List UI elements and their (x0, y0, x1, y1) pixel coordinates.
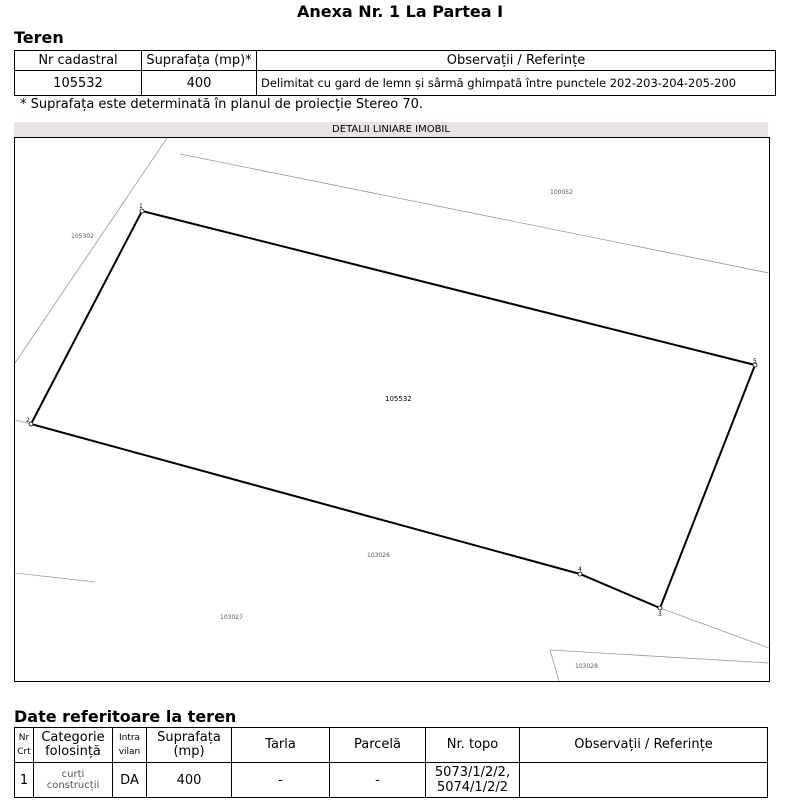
point-label-5: 5 (753, 358, 757, 365)
point-label-2: 2 (26, 417, 30, 424)
date-teren-table (14, 727, 768, 798)
neighbor-label-bottom-mid: 103026 (367, 552, 390, 559)
col-observatii: Observații / Referințe (257, 51, 776, 71)
cell-nr-cadastral: 105532 (15, 71, 142, 96)
table-row (15, 71, 776, 96)
teren-table (14, 50, 776, 96)
col-parcela: Parcelă (330, 728, 426, 763)
col-observatii: Observații / Referințe (520, 728, 768, 763)
col-nr-crt: Nr Crt (15, 728, 34, 763)
cell-nr-crt: 1 (15, 763, 34, 798)
cell-intravilan: DA (113, 763, 147, 798)
section-title-date: Date referitoare la teren (14, 707, 237, 726)
parcel-map-svg (15, 138, 769, 681)
parcel-outline (31, 211, 755, 608)
neighbor-label-bottom-left: 103027 (220, 614, 243, 621)
map-header: DETALII LINIARE IMOBIL (14, 122, 768, 137)
neighbor-label-bottom-right: 103028 (575, 663, 598, 670)
col-suprafata: Suprafața (mp) (147, 728, 232, 763)
col-intravilan: Intra vilan (113, 728, 147, 763)
cell-parcela: - (330, 763, 426, 798)
cell-suprafata: 400 (142, 71, 257, 96)
parcel-map (14, 137, 770, 682)
point-label-3: 3 (658, 611, 662, 618)
col-categorie: Categorie folosință (34, 728, 113, 763)
projection-note: * Suprafața este determinată în planul de proiecție Stereo 70. (20, 97, 424, 112)
point-label-1: 1 (139, 203, 143, 210)
cell-observatii (520, 763, 768, 798)
neighbor-boundary-line (550, 650, 769, 663)
neighbor-boundary-line (550, 650, 559, 681)
table-header-row (15, 728, 768, 763)
neighbor-label-top-right: 100052 (550, 189, 573, 196)
cell-tarla: - (232, 763, 330, 798)
neighbor-boundary-line (180, 154, 769, 273)
neighbor-boundary-line (15, 573, 95, 582)
cell-observatii: Delimitat cu gard de lemn și sârmă ghimpată între punctele 202-203-204-205-200 (257, 71, 776, 96)
col-nr-topo: Nr. topo (426, 728, 520, 763)
section-title-teren: Teren (14, 28, 64, 47)
cell-categorie: curți construcții (34, 763, 113, 798)
point-label-4: 4 (578, 566, 582, 573)
nr-topo-line-1: 5073/1/2/2, (434, 765, 511, 780)
cell-nr-topo (426, 763, 520, 798)
cell-suprafata: 400 (147, 763, 232, 798)
point-marker-3 (658, 606, 662, 610)
neighbor-boundary-line (15, 138, 167, 363)
parcel-label: 105532 (385, 395, 412, 403)
table-header-row (15, 51, 776, 71)
col-tarla: Tarla (232, 728, 330, 763)
neighbor-boundary-line (660, 608, 769, 648)
nr-topo-line-2: 5074/1/2/2 (436, 780, 509, 795)
page-title: Anexa Nr. 1 La Partea I (296, 2, 504, 21)
col-suprafata: Suprafața (mp)* (142, 51, 257, 71)
table-row (15, 763, 768, 798)
neighbor-label-top-left: 105302 (71, 233, 94, 240)
col-nr-cadastral: Nr cadastral (15, 51, 142, 71)
